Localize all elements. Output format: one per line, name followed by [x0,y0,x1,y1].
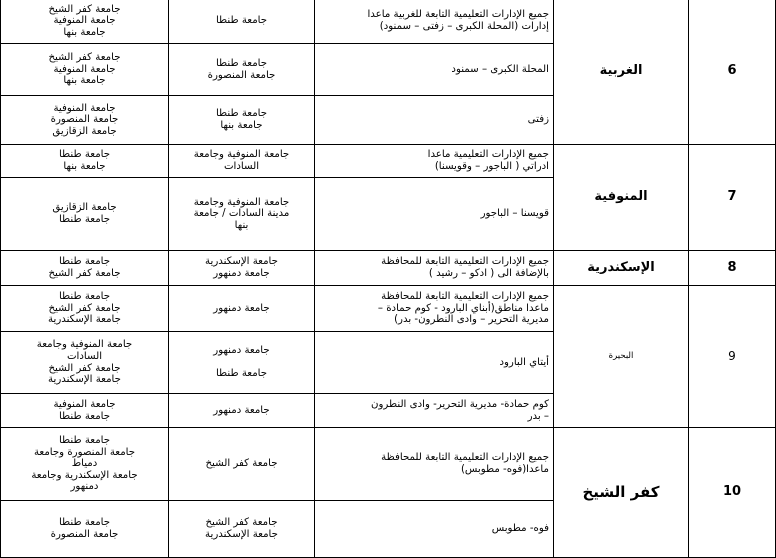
primary-universities-cell [169,44,315,96]
governorate-number: 10 [689,428,776,558]
education-administrations-cell [315,332,554,394]
text-line: جامعة طنطا [58,410,111,422]
text-line: جميع الإدارات التعليمية ماعدا [427,149,549,161]
text-line: جامعة المنوفية [53,398,116,410]
text-line: جامعة طنطا [58,149,111,161]
text-line: مديرية التحرير – وادى النطرون- بدر) [394,314,549,326]
secondary-universities-cell [1,428,169,501]
text-line: جامعة كفر الشيخ [48,268,121,279]
education-administrations-cell [315,0,554,44]
governorate-name: البحيرة [554,286,689,428]
table-row [1,428,776,501]
text-line: السادات [66,350,103,362]
table-row [1,286,776,332]
text-line: جامعة طنطا [58,291,111,303]
text-line: جامعة كفر الشيخ [48,3,121,15]
text-line: قويسنا – الباجور [480,208,549,220]
text-line: – بدر [527,410,549,422]
text-line: دمياط [71,458,98,470]
education-administrations-cell [315,286,554,332]
text-line: جامعة كفر الشيخ [48,362,121,374]
secondary-universities-cell [1,251,169,286]
text-line: جامعة طنطا [58,214,111,225]
governorate-number: 8 [689,251,776,286]
text-line: جامعة بنها [63,26,106,38]
primary-universities-cell [169,501,315,558]
education-administrations-cell [315,428,554,501]
secondary-universities-cell [1,145,169,178]
text-line: جامعة دمنهور [213,345,270,357]
table-row [1,251,776,286]
text-line: جامعة طنطا [215,108,268,120]
primary-universities-cell [169,96,315,145]
text-line: مدينة السادات / جامعة [193,208,290,220]
text-line: جامعة كفر الشيخ [205,458,278,470]
education-administrations-cell [315,501,554,558]
text-line: السادات [223,161,260,172]
text-line: جامعة المنصورة [207,69,276,81]
text-line: جامعة الزقازيق [52,202,117,214]
text-line: جامعة المنصورة [50,529,119,540]
education-administrations-cell [315,394,554,428]
text-line: جامعة طنطا [58,517,111,529]
education-administrations-cell [315,96,554,145]
secondary-universities-cell [1,178,169,251]
primary-universities-cell [169,145,315,178]
text-line: جامعة الإسكندرية [48,314,121,326]
governorate-name: كفر الشيخ [554,428,689,558]
governorate-name: الغربية [554,0,689,145]
primary-universities-cell [169,178,315,251]
secondary-universities-cell [1,286,169,332]
text-line: جامعة المنوفية [53,63,116,75]
governorate-name: المنوفية [554,145,689,251]
text-line: جامعة دمنهور [213,404,270,416]
text-line: جامعة طنطا [215,368,268,380]
text-line: جامعة المنصورة وجامعة [33,446,136,458]
text-line [173,357,310,369]
text-line: جامعة المنوفية [53,102,116,114]
education-administrations-cell [315,178,554,251]
text-line: جامعة بنها [63,75,106,87]
secondary-universities-cell [1,332,169,394]
primary-universities-cell [169,0,315,44]
text-line: جامعة دمنهور [213,268,270,279]
primary-universities-cell [169,286,315,332]
table-row [1,0,776,44]
text-line: جميع الإدارات التعليمية التابعة للمحافظة [381,291,549,303]
text-line: جميع الإدارات التعليمية التابعة للمحافظة [381,452,549,464]
text-line: كوم حمادة- مديرية التحرير- وادى النطرون [371,398,549,410]
education-administrations-cell [315,251,554,286]
text-line: جامعة المنوفية وجامعة [193,196,290,208]
text-line: دمنهور [70,481,99,493]
text-line: جامعة المنوفية وجامعة [36,339,133,351]
text-line: جميع الإدارات التعليمية التابعة للغربية ماعدا [367,9,549,21]
primary-universities-cell [169,428,315,501]
text-line: ادراتي ( الباجور – وقويسنا) [434,161,549,172]
text-line: جامعة المنوفية وجامعة [193,149,290,161]
primary-universities-cell [169,251,315,286]
text-line: جامعة الإسكندرية [48,374,121,386]
secondary-universities-cell [1,96,169,145]
text-line: جامعة طنطا [58,256,111,268]
text-line: المحلة الكبرى – سمنود [451,63,549,75]
text-line: جامعة الإسكندرية وجامعة [31,469,138,481]
text-line: جامعة الزقازيق [52,125,117,137]
text-line: جامعة المنصورة [50,114,119,126]
text-line: ماعدا مناطق(أبناي البارود - كوم حمادة – [377,302,549,314]
text-line: جامعة بنها [63,161,106,172]
governorate-number: 6 [689,0,776,145]
text-line: زفتى [527,114,549,126]
text-line: بنها [234,219,249,231]
secondary-universities-cell [1,44,169,96]
governorate-number: 7 [689,145,776,251]
primary-universities-cell [169,332,315,394]
text-line: جامعة طنطا [215,15,268,27]
text-line: جامعة كفر الشيخ [48,52,121,64]
text-line: أيتاي البارود [499,356,549,368]
text-line: جميع الإدارات التعليمية التابعة للمحافظة [381,256,549,268]
education-administrations-cell [315,145,554,178]
secondary-universities-cell [1,0,169,44]
governorate-name: الإسكندرية [554,251,689,286]
text-line: جامعة المنوفية [53,15,116,27]
text-line: فوه- مطوبس [491,523,549,535]
text-line: جامعة دمنهور [213,302,270,314]
primary-universities-cell [169,394,315,428]
text-line: جامعة الإسكندرية [205,256,278,268]
text-line: جامعة طنطا [58,435,111,447]
secondary-universities-cell [1,501,169,558]
text-line: ماعدا(فوه- مطوبس) [460,464,549,475]
table-row [1,145,776,178]
secondary-universities-cell [1,394,169,428]
text-line: جامعة كفر الشيخ [48,302,121,314]
text-line: جامعة كفر الشيخ [205,517,278,529]
governorate-number: 9 [689,286,776,428]
text-line: إدارات (المحلة الكبرى – زفتى – سمنود) [379,21,549,32]
text-line: جامعة الإسكندرية [205,529,278,540]
education-administrations-cell [315,44,554,96]
text-line: جامعة بنها [220,120,263,131]
text-line: بالإضافة الى ( ادكو – رشيد ) [428,268,549,279]
text-line: جامعة طنطا [215,57,268,69]
